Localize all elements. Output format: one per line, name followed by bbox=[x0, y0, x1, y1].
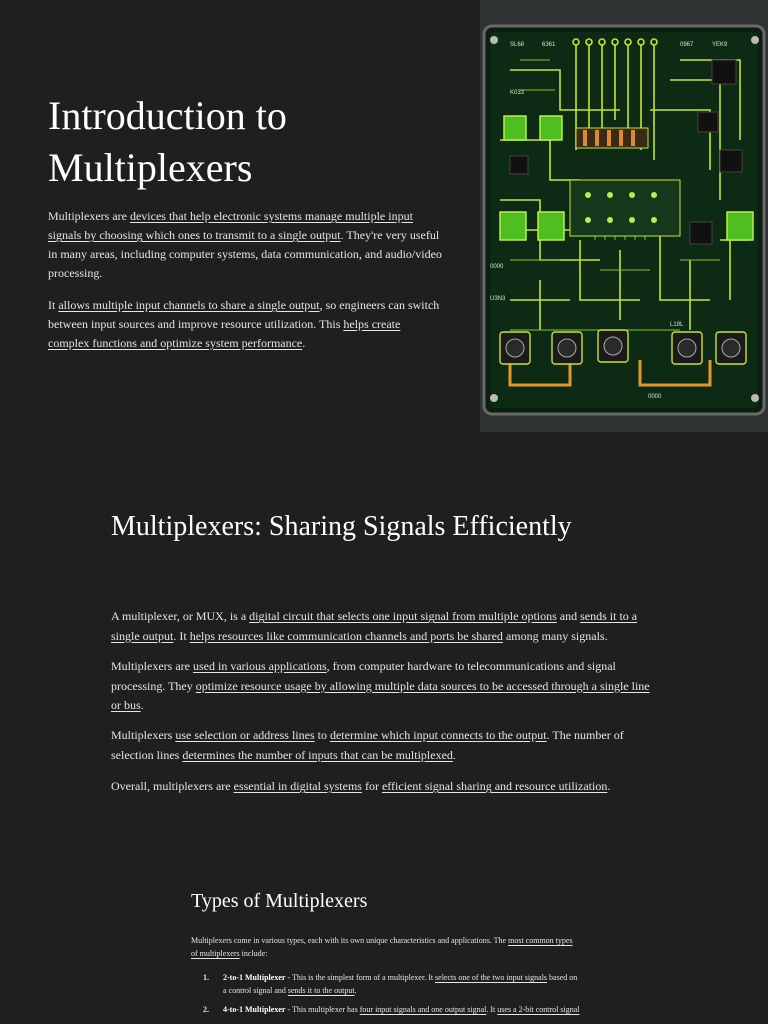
sharing-link[interactable]: optimize resource usage by allowing multiple data sources to be accessed through a single line or bus bbox=[111, 678, 650, 712]
types-intro: Multiplexers come in various types, each with its own unique characteristics and applications. The most common types of multiplexers include: bbox=[191, 936, 573, 958]
sharing-link[interactable]: used in various applications bbox=[192, 659, 327, 673]
sharing-section bbox=[0, 432, 768, 862]
sharing-link[interactable]: helps resources like communication channels and ports be shared bbox=[189, 628, 503, 643]
board-label: YEK9 bbox=[712, 42, 728, 48]
board-label: SL68 bbox=[510, 42, 525, 48]
sharing-paragraph-3: Multiplexers use selection or address lines to determine which input connects to the output. The number of selection lines determines the number of inputs that can be multiplexed. bbox=[111, 728, 624, 762]
intro-section bbox=[0, 0, 768, 432]
board-label: L19L bbox=[670, 322, 684, 328]
types-link[interactable]: four input signals and one output signal bbox=[359, 1005, 487, 1014]
board-label: 6361 bbox=[542, 42, 556, 48]
sharing-link[interactable]: digital circuit that selects one input signal from multiple options bbox=[249, 609, 557, 623]
board-label: 0000 bbox=[648, 394, 662, 400]
types-link[interactable]: uses a 2-bit control signal bbox=[497, 1005, 580, 1014]
types-link[interactable]: selects one of the two input signals bbox=[435, 973, 548, 982]
sharing-paragraph-1: A multiplexer, or MUX, is a digital circuit that selects one input signal from multiple options and sends it to a single output. It helps resources like communication channels and ports be shared among many signals. bbox=[111, 609, 638, 643]
types-link[interactable]: sends it to the output bbox=[287, 986, 355, 995]
circuit-board-image bbox=[480, 0, 768, 432]
intro-link-3[interactable]: helps create complex functions and optimize system performance bbox=[48, 317, 401, 350]
sharing-link[interactable]: essential in digital systems bbox=[233, 779, 362, 793]
list-item: 2. 4-to-1 Multiplexer - This multiplexer has four input signals and one output signal. It uses a 2-bit control signal bbox=[203, 1005, 580, 1014]
sharing-paragraph-2: Multiplexers are used in various applications, from computer hardware to telecommunications and signal processing. They optimize resource usage by allowing multiple data sources to be accessed through a single line or bus. bbox=[111, 659, 650, 712]
types-list bbox=[191, 971, 581, 1022]
types-link[interactable]: most common types of multiplexers bbox=[191, 936, 573, 958]
list-item: 1. 2-to-1 Multiplexer - This is the simplest form of a multiplexer. It selects one of the two input signals based on a control signal and sends it to the output. bbox=[203, 973, 578, 995]
board-label: U3N3 bbox=[490, 296, 506, 302]
sharing-link[interactable]: efficient signal sharing and resource utilization bbox=[381, 779, 608, 793]
intro-paragraph-2: It allows multiple input channels to share a single output, so engineers can switch between input sources and improve resource utilization. This helps create complex functions and optimize system performance. bbox=[48, 298, 440, 350]
sharing-title: Multiplexers: Sharing Signals Efficiently bbox=[111, 511, 572, 542]
board-label: 0000 bbox=[490, 264, 504, 270]
intro-link-1[interactable]: devices that help electronic systems manage multiple input signals by choosing which ones to transmit to a single output bbox=[48, 209, 413, 242]
intro-paragraph-1: Multiplexers are devices that help electronic systems manage multiple input signals by choosing which ones to transmit to a single output. They're very useful in many areas, including computer systems, data communication, and audio/video processing. bbox=[48, 209, 442, 280]
board-label: K033 bbox=[510, 90, 525, 96]
sharing-link[interactable]: determine which input connects to the output bbox=[329, 728, 547, 742]
circuit-board-illustration bbox=[480, 0, 768, 432]
sharing-paragraph-4: Overall, multiplexers are essential in digital systems for efficient signal sharing and resource utilization. bbox=[111, 779, 611, 793]
intro-link-2[interactable]: allows multiple input channels to share a single output bbox=[58, 298, 320, 312]
intro-title: Introduction to Multiplexers bbox=[48, 93, 287, 190]
sharing-link[interactable]: use selection or address lines bbox=[175, 728, 315, 742]
board-label: 0967 bbox=[680, 42, 694, 48]
sharing-link[interactable]: determines the number of inputs that can be multiplexed bbox=[182, 747, 453, 762]
types-title: Types of Multiplexers bbox=[191, 890, 368, 912]
types-section bbox=[0, 862, 768, 1024]
sharing-link[interactable]: sends it to a single output bbox=[111, 609, 638, 643]
